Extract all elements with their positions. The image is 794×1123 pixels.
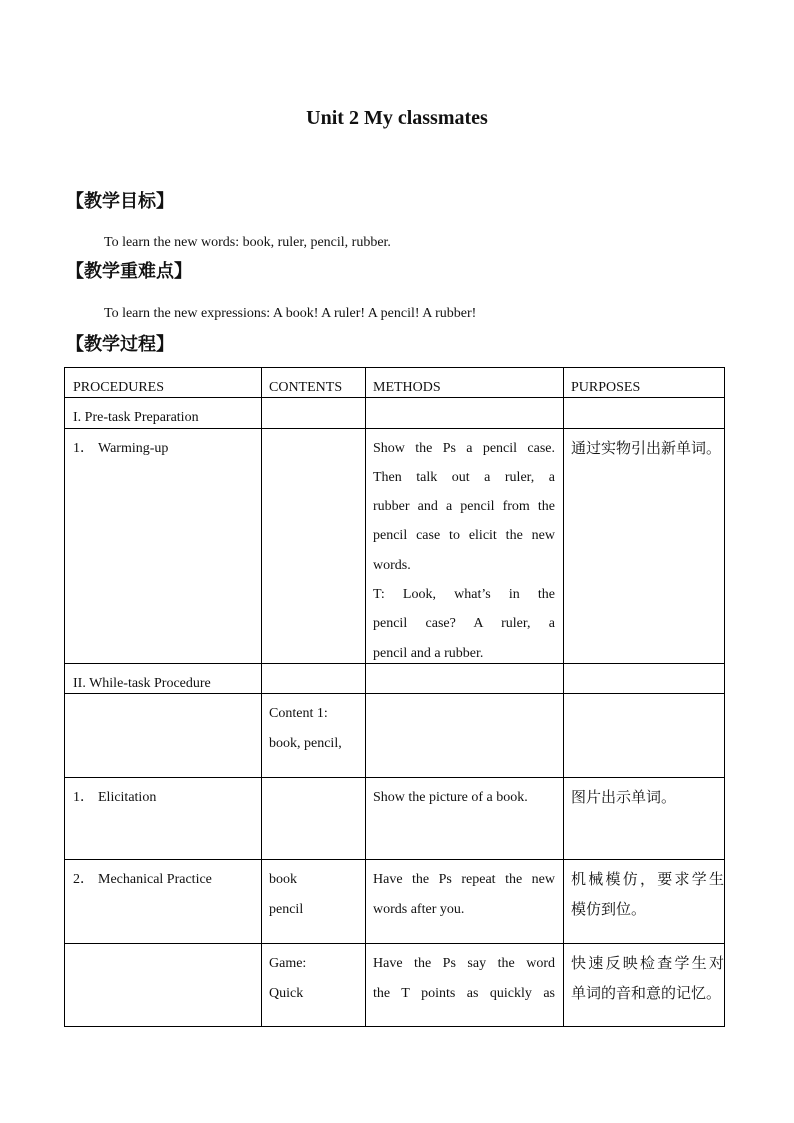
contents-cell xyxy=(262,694,366,778)
procedure-cell xyxy=(65,694,262,778)
procedure-cell xyxy=(65,398,262,428)
contents-line: Content 1: xyxy=(269,706,328,722)
contents-cell xyxy=(262,860,366,944)
methods-line: pencil case? A ruler, a xyxy=(373,616,555,632)
contents-cell xyxy=(262,428,366,663)
methods-line: pencil and a rubber. xyxy=(373,645,484,661)
methods-line: Have the Ps say the word xyxy=(373,956,555,972)
table-row xyxy=(65,944,725,1027)
step-number: 1． xyxy=(73,790,94,806)
purposes-cell xyxy=(564,428,725,663)
table-row xyxy=(65,663,725,693)
procedure-step xyxy=(73,783,253,812)
methods-cell xyxy=(366,428,564,663)
purposes-cell xyxy=(564,663,725,693)
procedure-cell xyxy=(65,663,262,693)
methods-cell xyxy=(366,778,564,860)
purposes-cell xyxy=(564,694,725,778)
header-contents xyxy=(262,368,366,398)
contents-line: pencil xyxy=(269,901,304,917)
header-label: METHODS xyxy=(373,380,441,395)
contents-cell xyxy=(262,398,366,428)
procedure-cell xyxy=(65,944,262,1027)
contents-cell xyxy=(262,944,366,1027)
methods-line: pencil case to elicit the new xyxy=(373,528,555,544)
procedure-step xyxy=(73,865,253,894)
purposes-line: 单词的音和意的记忆。 xyxy=(571,983,722,1002)
methods-line: the T points as quickly as xyxy=(373,985,555,1001)
table-row xyxy=(65,860,725,944)
methods-line: words. xyxy=(373,557,411,573)
step-label: Elicitation xyxy=(98,790,157,806)
step-number: 1． xyxy=(73,440,94,456)
table-row xyxy=(65,428,725,663)
table-row xyxy=(65,398,725,428)
header-label: PROCEDURES xyxy=(73,380,165,395)
methods-line: Show the picture of a book. xyxy=(373,790,528,806)
key-points-text: To learn the new expressions: A book! A ruler! A pencil! A rubber! xyxy=(104,306,477,321)
methods-cell xyxy=(366,944,564,1027)
procedure-step xyxy=(73,434,253,463)
objectives-heading: 【教学目标】 xyxy=(66,191,174,212)
key-points-heading: 【教学重难点】 xyxy=(66,261,192,282)
methods-line: rubber and a pencil from the xyxy=(373,499,555,515)
stage-label: II. While-task Procedure xyxy=(73,675,211,691)
methods-cell xyxy=(366,398,564,428)
contents-line: book xyxy=(269,872,297,888)
purposes-line: 快速反映检查学生对 xyxy=(571,954,724,973)
header-label: CONTENTS xyxy=(269,380,343,395)
teaching-process-table xyxy=(64,367,725,1027)
step-number: 2． xyxy=(73,872,94,888)
purposes-line: 图片出示单词。 xyxy=(571,788,677,807)
purposes-cell xyxy=(564,860,725,944)
methods-cell xyxy=(366,694,564,778)
header-purposes xyxy=(564,368,725,398)
contents-line: Quick xyxy=(269,985,304,1001)
methods-line: Then talk out a ruler, a xyxy=(373,469,555,485)
purposes-cell xyxy=(564,398,725,428)
methods-cell xyxy=(366,860,564,944)
contents-cell xyxy=(262,778,366,860)
header-procedures xyxy=(65,368,262,398)
header-methods xyxy=(366,368,564,398)
process-heading: 【教学过程】 xyxy=(66,334,174,355)
methods-line: Show the Ps a pencil case. xyxy=(373,440,555,456)
table-row xyxy=(65,694,725,778)
table-header-row xyxy=(65,368,725,398)
purposes-cell xyxy=(564,778,725,860)
stage-label: I. Pre-task Preparation xyxy=(73,410,199,426)
purposes-line: 通过实物引出新单词。 xyxy=(571,438,722,457)
contents-cell xyxy=(262,663,366,693)
header-label: PURPOSES xyxy=(571,380,641,395)
contents-line: book, pencil, xyxy=(269,735,342,751)
methods-line: T: Look, what’s in the xyxy=(373,587,555,603)
contents-line: Game: xyxy=(269,956,307,972)
step-label: Warming-up xyxy=(98,440,169,456)
methods-cell xyxy=(366,663,564,693)
step-label: Mechanical Practice xyxy=(98,872,212,888)
procedure-cell xyxy=(65,778,262,860)
purposes-cell xyxy=(564,944,725,1027)
purposes-line: 机械模仿，要求学生 xyxy=(571,870,724,889)
purposes-line: 模仿到位。 xyxy=(571,899,647,918)
table-row xyxy=(65,778,725,860)
methods-line: Have the Ps repeat the new xyxy=(373,872,555,888)
methods-line: words after you. xyxy=(373,901,465,917)
objectives-text: To learn the new words: book, ruler, pencil, rubber. xyxy=(104,235,391,250)
procedure-cell xyxy=(65,428,262,663)
procedure-cell xyxy=(65,860,262,944)
page-title: Unit 2 My classmates xyxy=(306,107,488,129)
